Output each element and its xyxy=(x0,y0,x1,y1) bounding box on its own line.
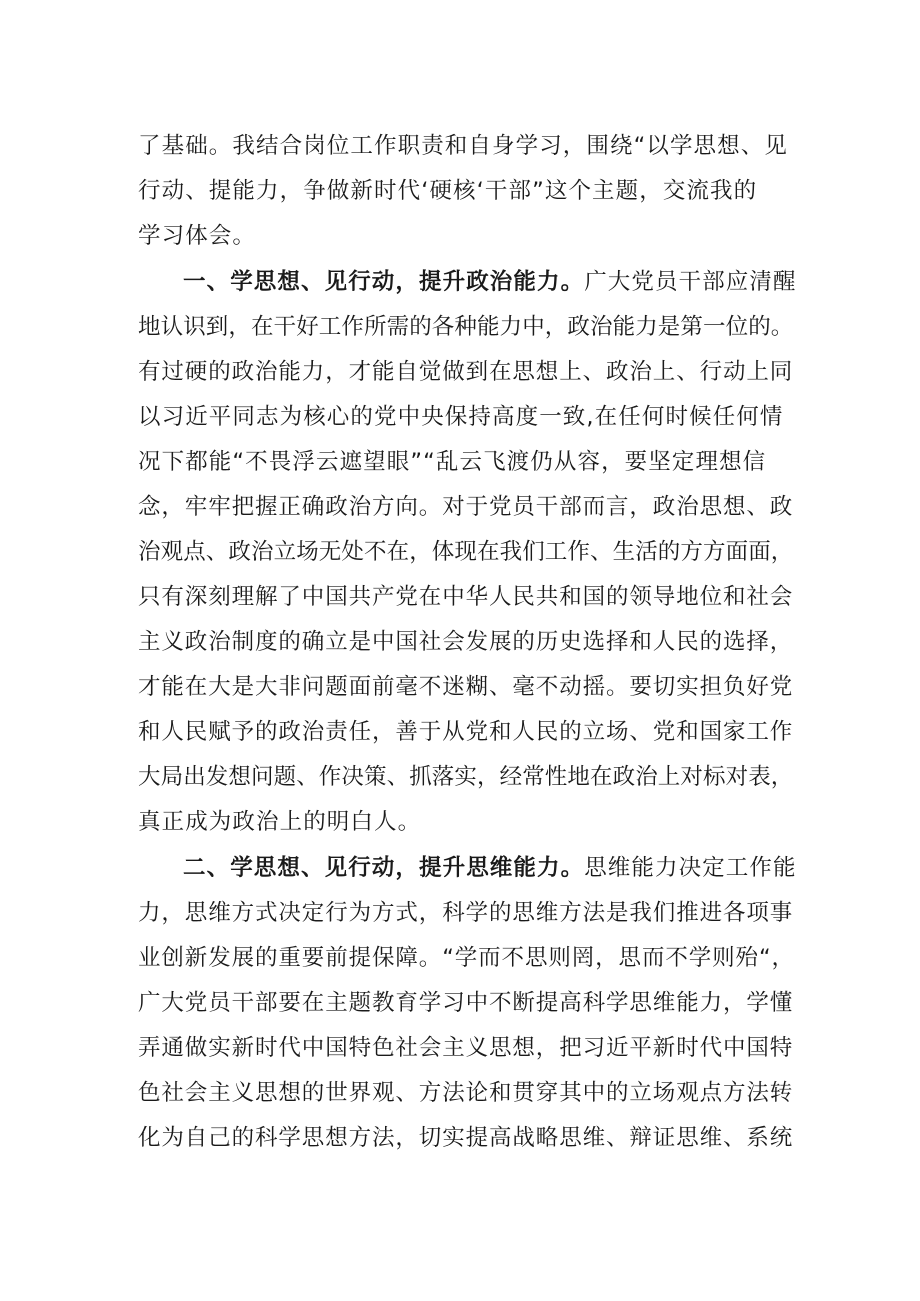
section1-line: 念，牢牢把握正确政治方向。对于党员干部而言，政治思想、政 xyxy=(138,494,794,520)
section1-line: 以习近平同志为核心的党中央保持高度一致,在任何时候任何情 xyxy=(138,404,784,430)
section1-line: 有过硬的政治能力，才能自觉做到在思想上、政治上、行动上同 xyxy=(138,359,794,385)
section2-first-line-rest: 思维能力决定工作能 xyxy=(584,855,797,881)
section2-line: 化为自己的科学思想方法，切实提高战略思维、辩证思维、系统 xyxy=(138,1125,794,1151)
section2-first-line xyxy=(183,848,798,888)
section1-line: 大局出发想问题、作决策、抓落实，经常性地在政治上对标对表， xyxy=(138,764,794,790)
section1-line: 地认识到，在干好工作所需的各种能力中，政治能力是第一位的。 xyxy=(138,314,794,340)
section1-line: 和人民赋予的政治责任，善于从党和人民的立场、党和国家工作 xyxy=(138,719,794,745)
section1-line: 主义政治制度的确立是中国社会发展的历史选择和人民的选择， xyxy=(138,629,794,655)
section2-line: 广大党员干部要在主题教育学习中不断提高科学思维能力，学懂 xyxy=(138,990,794,1016)
intro-line: 行动、提能力，争做新时代‘硬核‘干部”这个主题，交流我的 xyxy=(138,178,758,204)
section2-line: 色社会主义思想的世界观、方法论和贯穿其中的立场观点方法转 xyxy=(138,1080,794,1106)
section1-line: 况下都能“不畏浮云遮望眼”“乱云飞渡仍从容，要坚定理想信 xyxy=(138,449,767,475)
section1-line: 治观点、政治立场无处不在，体现在我们工作、生活的方方面面， xyxy=(138,539,794,565)
intro-line: 了基础。我结合岗位工作职责和自身学习，围绕“以学思想、见 xyxy=(138,133,788,159)
section1-first-line-rest: 广大党员干部应清醒 xyxy=(584,269,797,295)
section1-line: 才能在大是大非问题面前毫不迷糊、毫不动摇。要切实担负好党 xyxy=(138,674,794,700)
section1-line: 只有深刻理解了中国共产党在中华人民共和国的领导地位和社会 xyxy=(138,584,794,610)
section1-first-line xyxy=(183,262,798,302)
section1-line: 真正成为政治上的明白人。 xyxy=(138,809,422,835)
section2-heading: 二、学思想、见行动，提升思维能力。 xyxy=(183,855,585,881)
intro-line: 学习体会。 xyxy=(138,223,257,249)
section2-line: 弄通做实新时代中国特色社会主义思想，把习近平新时代中国特 xyxy=(138,1035,794,1061)
section2-line: 力，思维方式决定行为方式，科学的思维方法是我们推进各项事 xyxy=(138,900,794,926)
section2-line: 业创新发展的重要前提保障。“学而不思则罔，思而不学则殆“， xyxy=(138,945,795,971)
section1-heading: 一、学思想、见行动，提升政治能力。 xyxy=(183,269,585,295)
